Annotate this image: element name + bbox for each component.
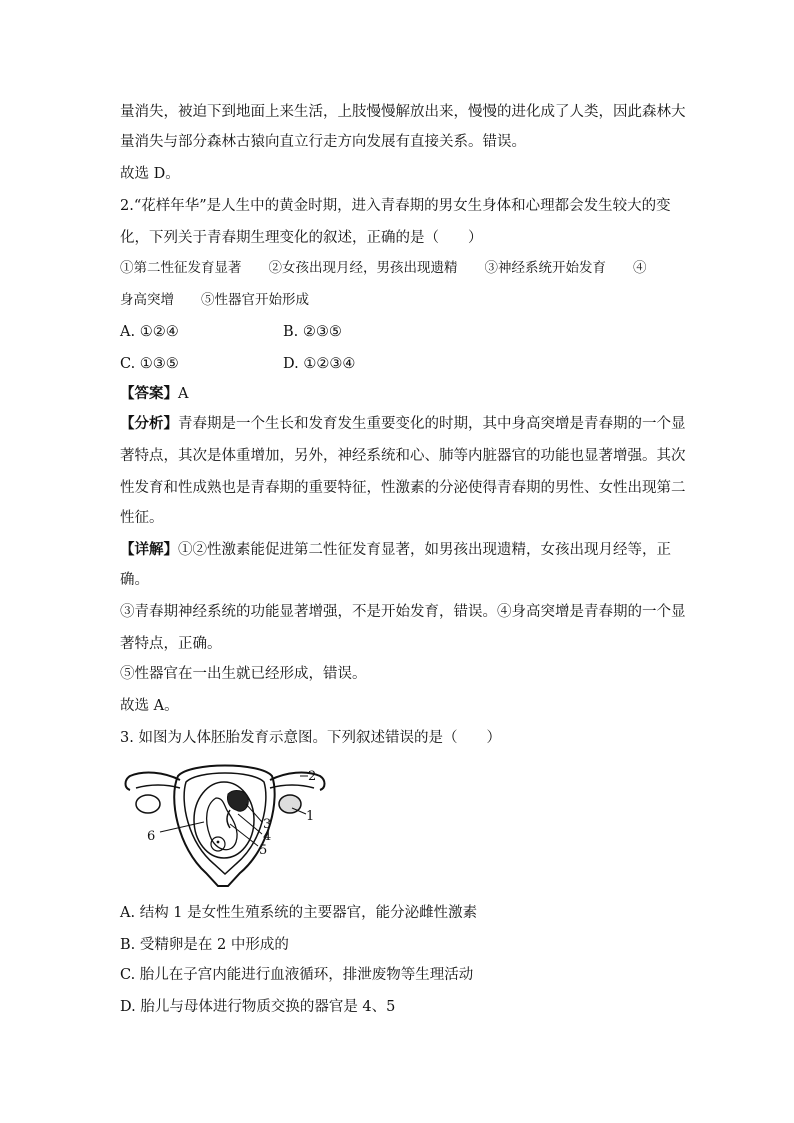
analysis-line: 著特点，其次是体重增加，另外，神经系统和心、肺等内脏器官的功能也显著增强。其次	[120, 448, 686, 464]
detail-tag: 【详解】	[120, 541, 178, 558]
fallopian-tube-right-inner	[270, 785, 314, 788]
question-2-stem: 化，下列关于青春期生理变化的叙述，正确的是（ ）	[120, 230, 483, 246]
detail-line: ③青春期神经系统的功能显著增强，不是开始发育，错误。④身高突增是青春期的一个显	[120, 604, 686, 620]
detail-line: ⑤性器官在一出生就已经形成，错误。	[120, 666, 367, 682]
answer-value: A	[178, 386, 189, 402]
text-line: 故选 D。	[120, 166, 180, 182]
detail-text: ①②性激素能促进第二性征发育显著，如男孩出现遗精，女孩出现月经等，正	[178, 542, 671, 558]
uterus-embryo-illustration	[120, 758, 330, 890]
q3-option-c: C. 胎儿在子宫内能进行血液循环，排泄废物等生理活动	[120, 967, 474, 983]
figure-label: 5	[259, 843, 268, 858]
detail-line	[120, 540, 671, 560]
figure-label: 6	[147, 829, 156, 844]
umbilical-cord	[227, 810, 230, 828]
ovary-left	[136, 795, 160, 813]
fallopian-tube-right	[270, 773, 325, 790]
q3-option-a: A. 结构 1 是女性生殖系统的主要器官，能分泌雌性激素	[120, 905, 478, 921]
fallopian-tube-left	[126, 773, 181, 790]
q3-option-b: B. 受精卵是在 2 中形成的	[120, 937, 289, 953]
analysis-line: 性发育和性成熟也是青春期的重要特征，性激素的分泌使得青春期的男性、女性出现第二	[120, 480, 686, 496]
text-line: 量消失与部分森林古猿向直立行走方向发展有直接关系。错误。	[120, 134, 526, 150]
option-d: D. ①②③④	[283, 356, 356, 372]
fallopian-tube-left-inner	[136, 785, 180, 788]
figure-label: 2	[308, 769, 317, 784]
embryo-diagram	[120, 758, 330, 890]
question-2-stem: 2.“花样年华”是人生中的黄金时期，进入青春期的男女生身体和心理都会发生较大的变	[120, 198, 671, 214]
option-c: C. ①③⑤	[120, 356, 179, 372]
figure-label: 4	[263, 829, 272, 844]
detail-line: 著特点，正确。	[120, 636, 222, 652]
analysis-tag: 【分析】	[120, 415, 178, 432]
detail-line: 确。	[120, 572, 149, 588]
figure-label: 3	[263, 817, 272, 832]
fetus-head	[211, 837, 225, 851]
answer-line	[120, 384, 188, 404]
analysis-line	[120, 414, 686, 434]
placenta	[227, 791, 248, 812]
leader-line-4	[238, 814, 262, 834]
option-b: B. ②③⑤	[283, 324, 342, 340]
question-2-items: ①第二性征发育显著 ②女孩出现月经，男孩出现遗精 ③神经系统开始发育 ④	[120, 260, 647, 276]
option-a: A. ①②④	[120, 324, 179, 340]
figure-label: 1	[306, 809, 315, 824]
analysis-text: 青春期是一个生长和发育发生重要变化的时期，其中身高突增是青春期的一个显	[178, 416, 686, 432]
text-line: 量消失，被迫下到地面上来生活，上肢慢慢解放出来，慢慢的进化成了人类，因此森林大	[120, 104, 686, 120]
leader-line-6	[160, 822, 204, 832]
detail-line: 故选 A。	[120, 698, 179, 714]
question-2-items: 身高突增 ⑤性器官开始形成	[120, 292, 309, 308]
answer-tag: 【答案】	[120, 385, 178, 402]
question-3-stem: 3. 如图为人体胚胎发育示意图。下列叙述错误的是（ ）	[120, 730, 501, 746]
fetus-eye	[217, 841, 220, 844]
q3-option-d: D. 胎儿与母体进行物质交换的器官是 4、5	[120, 999, 396, 1015]
analysis-line: 性征。	[120, 510, 164, 526]
